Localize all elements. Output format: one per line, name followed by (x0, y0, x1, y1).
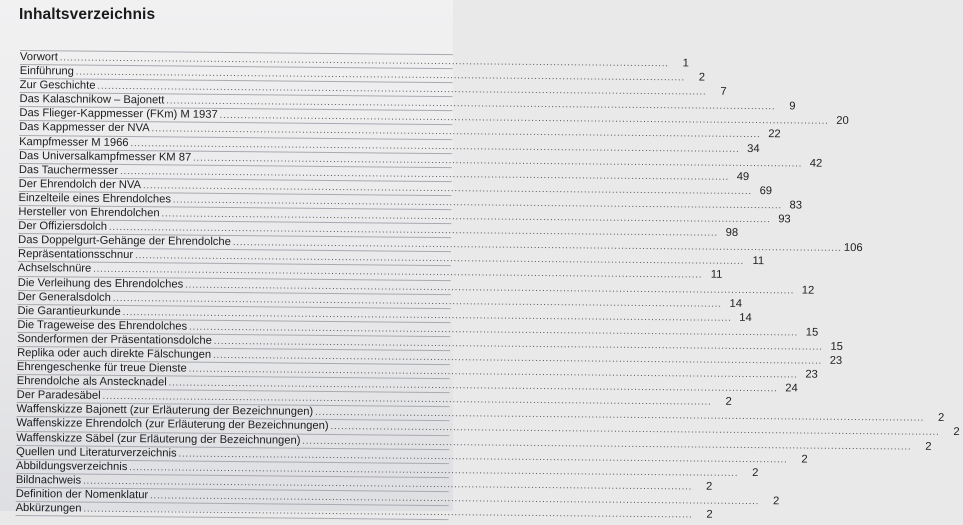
toc-entry-label: Einführung (19, 65, 74, 78)
toc-entry-label: Die Garantieurkunde (17, 304, 121, 318)
toc-entry-label: Der Ehrendolch der NVA (18, 177, 142, 192)
toc-entry-page: 2 (725, 396, 732, 409)
toc-entry-label: Kampfmesser M 1966 (19, 135, 129, 149)
toc-entry-label: Der Paradesäbel (16, 389, 101, 403)
toc-entry-label: Achselschnüre (17, 262, 92, 276)
toc-entry-page: 23 (805, 368, 818, 381)
toc-entry-label: Hersteller von Ehrendolchen (18, 206, 160, 220)
toc-entry-page: 15 (830, 340, 843, 353)
toc-entry-page: 22 (768, 128, 781, 141)
toc-entry-page: 49 (736, 170, 750, 183)
toc-entry-label: Abkürzungen (15, 501, 82, 515)
toc-entry-page: 14 (729, 297, 743, 310)
toc-entry-label: Einzelteile eines Ehrendolches (18, 191, 172, 206)
toc-entry-label: Abbildungsverzeichnis (15, 459, 128, 473)
toc-entry-page: 1 (682, 57, 689, 70)
toc-entry-page: 2 (706, 508, 713, 521)
toc-entry-page: 7 (720, 85, 727, 98)
toc-entry-label: Zur Geschichte (19, 79, 96, 92)
toc-entry-label: Das Kappmesser der NVA (19, 121, 150, 135)
toc-entry-label: Waffenskizze Säbel (zur Erläuterung der Bezeichnungen) (16, 431, 301, 447)
toc-entry-label: Waffenskizze Bajonett (zur Erläuterung der Bezeichnungen) (16, 403, 314, 419)
toc-entry-page: 20 (836, 115, 849, 128)
toc-entry-label: Das Doppelgurt-Gehänge der Ehrendolche (18, 234, 231, 249)
toc-entry-label: Repräsentationsschnur (17, 248, 134, 262)
toc-entry-page: 15 (805, 326, 819, 339)
toc-entry-page: 42 (809, 157, 823, 170)
toc-entry-label: Ehrengeschenke für treue Dienste (16, 361, 187, 375)
toc-entry-label: Die Trageweise des Ehrendolches (17, 318, 188, 333)
toc-entry (15, 501, 713, 521)
toc-entry-label: Vorwort (19, 50, 58, 64)
toc-entry-label: Sonderformen der Präsentationsdolche (17, 332, 212, 347)
toc-entry-page: 2 (698, 71, 706, 84)
toc-entry-label: Der Offiziersdolch (18, 220, 108, 233)
toc-entry-page: 14 (739, 311, 752, 324)
toc-entry-page: 12 (801, 284, 815, 297)
toc-entry-page: 11 (752, 255, 765, 268)
toc-entry-page: 24 (785, 382, 798, 395)
toc-entry-page: 106 (843, 242, 863, 255)
toc-entry-page: 2 (925, 440, 932, 453)
toc-entry-page: 2 (953, 426, 960, 439)
toc-entry-label: Waffenskizze Ehrendolch (zur Erläuterung der Bezeichnungen) (16, 417, 329, 433)
toc-entry-page: 83 (789, 199, 803, 212)
toc-entry-page: 9 (789, 100, 796, 113)
toc-entry-page: 93 (778, 213, 791, 226)
toc-entry-label: Das Universalkampfmesser KM 87 (18, 149, 192, 164)
toc-entry-page: 98 (725, 226, 739, 240)
toc-entry-page: 2 (772, 495, 780, 508)
toc-entry-page: 34 (747, 142, 760, 155)
toc-entry-label: Ehrendolche als Anstecknadel (16, 375, 167, 389)
toc-entry-label: Definition der Nomenklatur (15, 487, 149, 502)
toc-entry-label: Das Kalaschnikow – Bajonett (19, 93, 165, 107)
toc-entry-label: Bildnachweis (15, 473, 82, 487)
table-of-contents (15, 50, 960, 521)
toc-entry-label: Quellen und Literaturverzeichnis (16, 445, 177, 460)
toc-entry-page: 2 (937, 412, 945, 425)
toc-entry-label: Replika oder auch direkte Fälschungen (17, 346, 212, 361)
toc-entry-page: 11 (710, 269, 723, 282)
toc-entry-page: 2 (801, 453, 808, 466)
toc-entry-page: 2 (705, 480, 713, 493)
toc-entry-label: Das Tauchermesser (18, 163, 119, 177)
toc-entry-page: 69 (759, 184, 773, 198)
toc-entry-label: Der Generalsdolch (17, 290, 111, 304)
toc-entry-page: 23 (829, 354, 843, 367)
toc-entry-page: 2 (752, 466, 759, 479)
page-title: Inhaltsverzeichnis (19, 6, 156, 23)
toc-entry-label: Die Verleihung des Ehrendolches (17, 276, 184, 291)
toc-entry-label: Das Flieger-Kappmesser (FKm) M 1937 (19, 107, 218, 122)
